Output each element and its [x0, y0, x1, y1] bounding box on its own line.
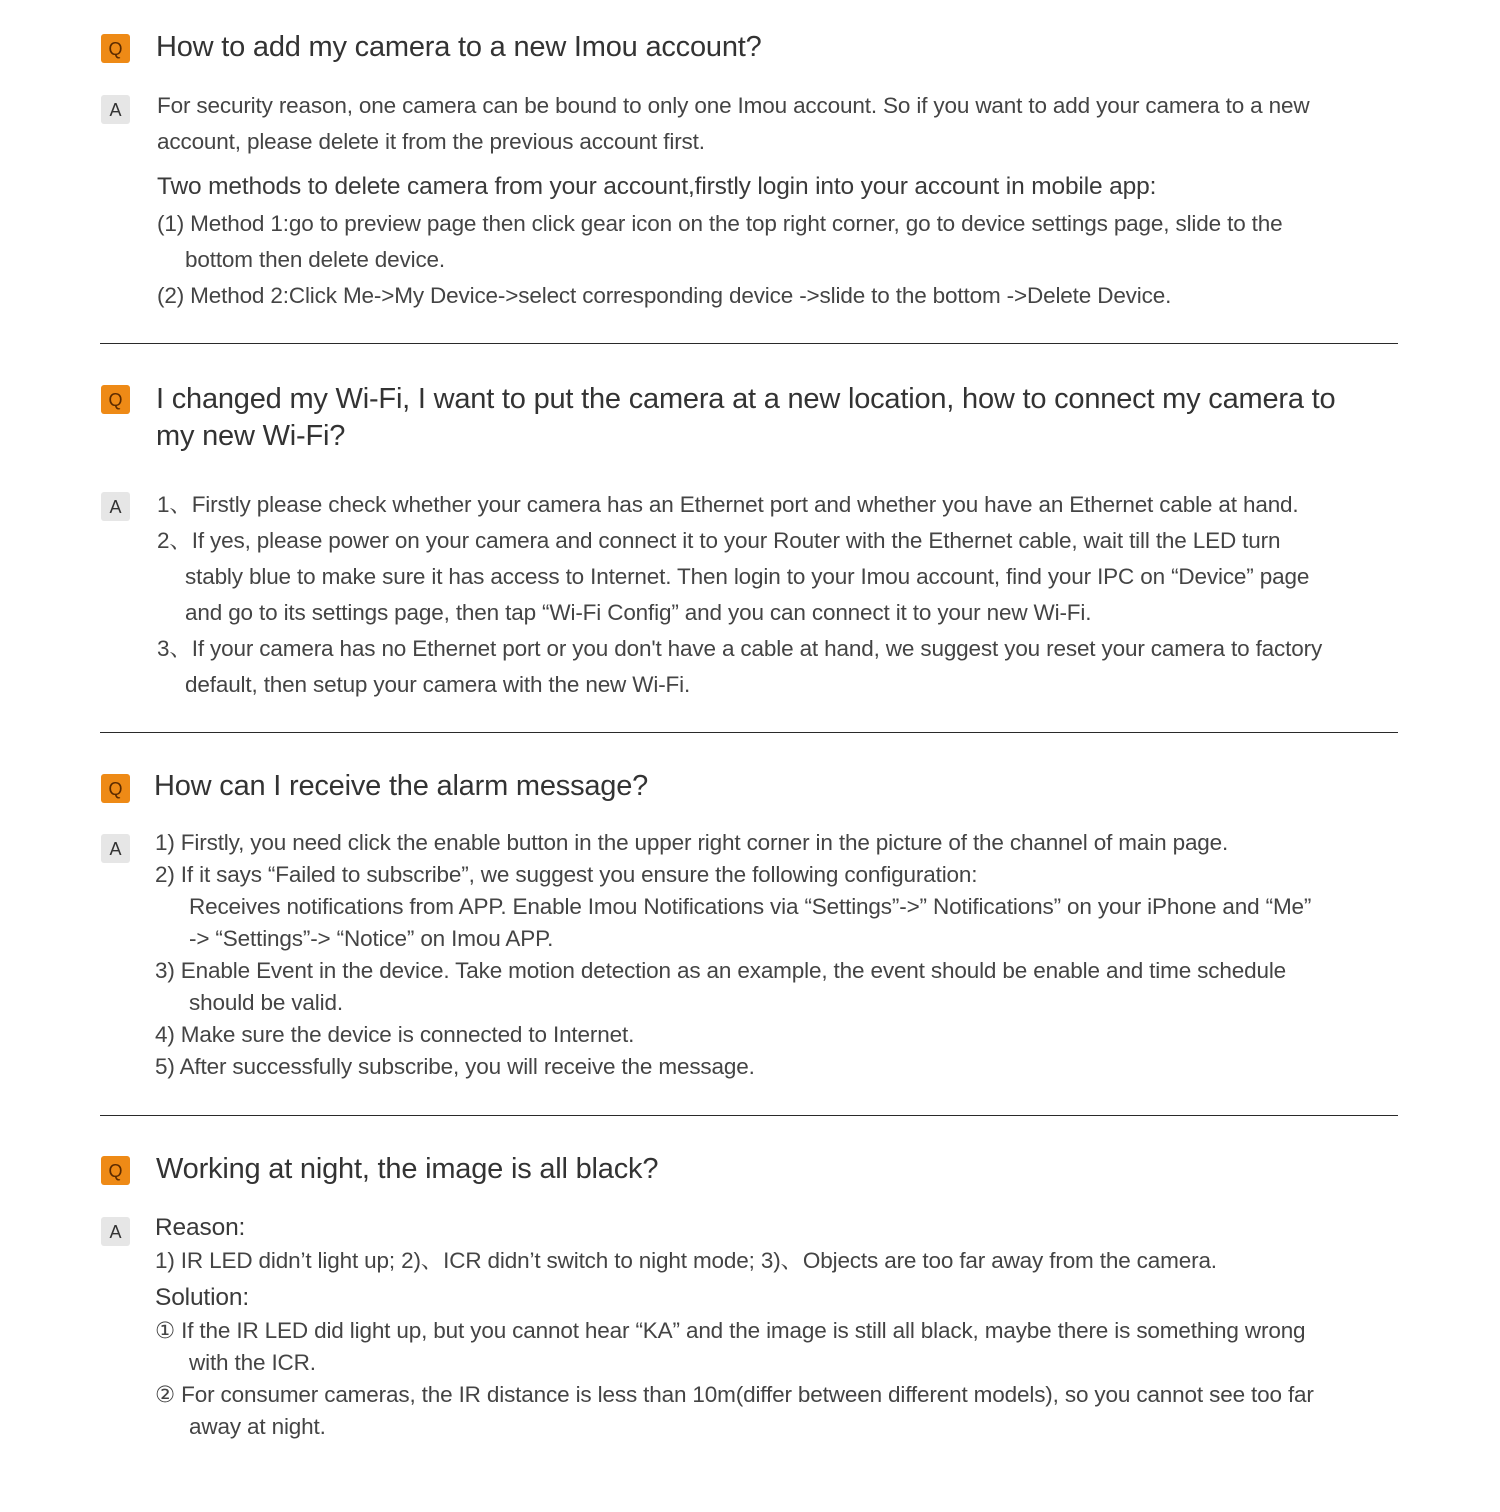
answer-line: (2) Method 2:Click Me->My Device->select corresponding device ->slide to the bottom ->Delete Device.: [157, 283, 1172, 308]
question-text: Working at night, the image is all black?: [156, 1153, 659, 1185]
question-text: I changed my Wi-Fi, I want to put the camera at a new location, how to connect my camera to: [156, 383, 1336, 415]
answer-line: 5) After successfully subscribe, you will receive the message.: [155, 1054, 755, 1079]
divider: [100, 343, 1398, 344]
answer-subheading: Two methods to delete camera from your account,firstly login into your account in mobile app:: [157, 173, 1157, 200]
answer-line: Receives notifications from APP. Enable Imou Notifications via “Settings”->” Notifications” on your iPhone and “Me”: [189, 894, 1312, 919]
answer-line: 1) IR LED didn’t light up; 2)、ICR didn’t switch to night mode; 3)、Objects are too far away from the camera.: [155, 1248, 1217, 1273]
answer-line: should be valid.: [189, 990, 343, 1015]
divider: [100, 1115, 1398, 1116]
answer-line: 3) Enable Event in the device. Take motion detection as an example, the event should be enable and time schedule: [155, 958, 1287, 983]
answer-line: with the ICR.: [189, 1350, 316, 1375]
answer-line: -> “Settings”-> “Notice” on Imou APP.: [189, 926, 554, 951]
answer-line: and go to its settings page, then tap “Wi-Fi Config” and you can connect it to your new Wi-Fi.: [185, 600, 1092, 625]
answer-line: ② For consumer cameras, the IR distance is less than 10m(differ between different models), so you cannot see too far: [155, 1382, 1314, 1407]
answer-line: stably blue to make sure it has access to Internet. Then login to your Imou account, find your IPC on “Device” page: [185, 564, 1310, 589]
question-text: How can I receive the alarm message?: [154, 770, 649, 802]
question-badge: Q: [101, 774, 130, 803]
answer-line: 3、If your camera has no Ethernet port or you don't have a cable at hand, we suggest you reset your camera to factory: [157, 636, 1323, 661]
answer-line: 4) Make sure the device is connected to Internet.: [155, 1022, 635, 1047]
answer-badge: A: [101, 834, 130, 863]
answer-line: 2、If yes, please power on your camera and connect it to your Router with the Ethernet cable, wait till the LED turn: [157, 528, 1281, 553]
question-badge: Q: [101, 1156, 130, 1185]
answer-subheading: Solution:: [155, 1284, 249, 1311]
answer-line: 2) If it says “Failed to subscribe”, we suggest you ensure the following configuration:: [155, 862, 978, 887]
question-text: my new Wi-Fi?: [156, 420, 346, 452]
answer-line: (1) Method 1:go to preview page then click gear icon on the top right corner, go to device settings page, slide to the: [157, 211, 1283, 236]
answer-line: For security reason, one camera can be bound to only one Imou account. So if you want to add your camera to a new: [157, 93, 1310, 118]
answer-line: 1、Firstly please check whether your camera has an Ethernet port and whether you have an Ethernet cable at hand.: [157, 492, 1299, 517]
answer-subheading: Reason:: [155, 1214, 246, 1241]
answer-line: account, please delete it from the previous account first.: [157, 129, 705, 154]
answer-line: bottom then delete device.: [185, 247, 446, 272]
answer-line: 1) Firstly, you need click the enable button in the upper right corner in the picture of the channel of main page.: [155, 830, 1229, 855]
answer-badge: A: [101, 95, 130, 124]
answer-line: default, then setup your camera with the new Wi-Fi.: [185, 672, 691, 697]
answer-line: ① If the IR LED did light up, but you cannot hear “KA” and the image is still all black, maybe there is something wrong: [155, 1318, 1306, 1343]
answer-badge: A: [101, 492, 130, 521]
divider: [100, 732, 1398, 733]
question-badge: Q: [101, 385, 130, 414]
answer-badge: A: [101, 1217, 130, 1246]
question-badge: Q: [101, 34, 130, 63]
question-text: How to add my camera to a new Imou account?: [156, 31, 762, 63]
answer-line: away at night.: [189, 1414, 326, 1439]
